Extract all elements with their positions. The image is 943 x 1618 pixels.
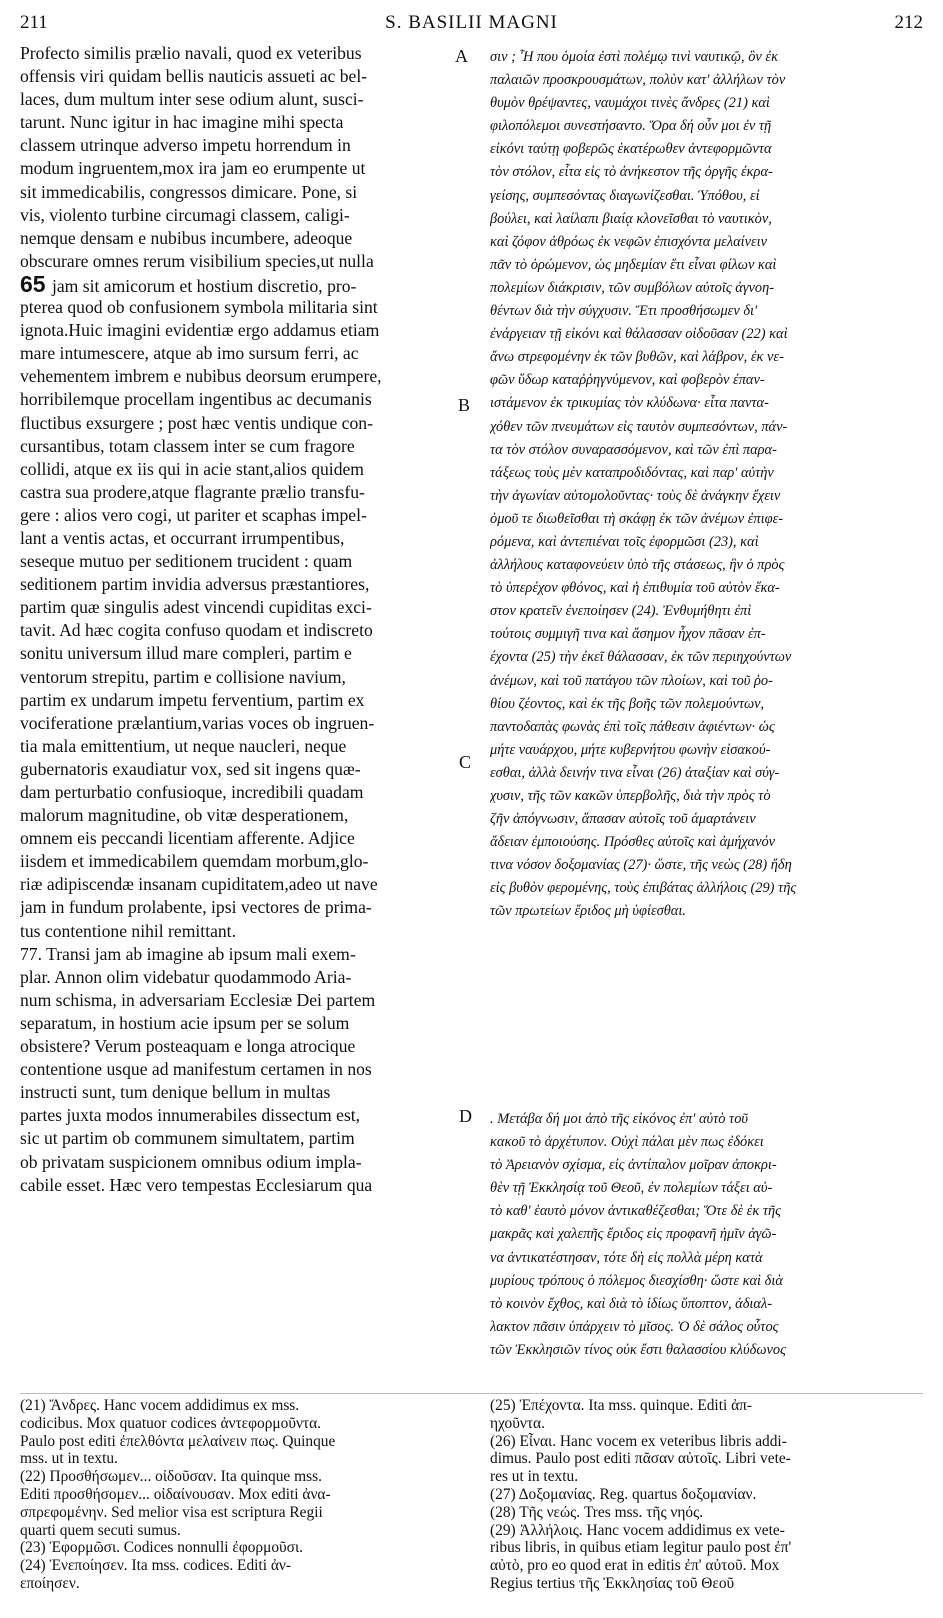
greek-text-line: θίου ζέοντος, καὶ ἐκ τῆς βοῆς τῶν πολεμούντων, (490, 695, 765, 712)
footnote-line: (27) Δοξομανίας. Reg. quartus δοξομανίαν. (490, 1485, 757, 1503)
greek-text-line: θυμὸν θρέψαντες, ναυμάχοι τινὲς ἄνδρες (21) καὶ (490, 95, 770, 112)
latin-text-line: malorum magnitudine, ob vitæ desperationem, (20, 805, 349, 826)
footnote-line: (25) Ἐπέχοντα. Ita mss. quinque. Editi ἀπ- (490, 1397, 753, 1414)
latin-text-line: gere : alios vero cogi, ut pariter et scaphas impel- (20, 504, 367, 525)
latin-text-line: laces, dum multum inter sese odium alunt, susci- (20, 89, 364, 110)
greek-text-line: κακοῦ τὸ ἀρχέτυπον. Οὐχὶ πάλαι μὲν πως ἐδόκει (490, 1134, 764, 1151)
latin-text-line: cabile esset. Hæc vero tempestas Ecclesiarum qua (20, 1174, 373, 1195)
footnote-line: (21) Ἄνδρες. Hanc vocem addidimus ex mss. (20, 1397, 300, 1414)
footnote-line: (29) Ἀλλήλοις. Hanc vocem addidimus ex vete- (490, 1521, 785, 1539)
greek-text-line: τῶν Ἐκκλησιῶν τίνος οὐκ ἔστι θαλασσίου κλύδωνος (490, 1341, 786, 1358)
latin-text-line: cursantibus, totam classem inter se cum fragore (20, 435, 355, 456)
greek-text-line: τὸ Ἀρειανὸν σχίσμα, εἰς ἀντίπαλον μοῖραν ἀποκρι- (490, 1157, 777, 1174)
greek-text-line: πολεμίων διάκρισιν, τῶν συμβόλων αὐτοῖς ἀγνοη- (490, 279, 775, 296)
latin-text-line: num schisma, in adversariam Ecclesiæ Dei partem (20, 989, 376, 1010)
greek-text-line: χόθεν τῶν πνευμάτων εἰς ταυτὸν συμπεσόντων, πάν- (490, 418, 788, 435)
greek-text-line: στον κρατεῖν ἐνεποίησεν (24). Ἐνθυμήθητι ἐπὶ (490, 603, 752, 620)
footnotes-left (20, 1397, 452, 1593)
latin-text-line: pterea quod ob confusionem symbola militaria sint (20, 297, 378, 318)
greek-text-line: τὸν στόλον, εἶτα εἰς τὸ ἀνήκεστον τῆς ὀργῆς ἐκρα- (490, 164, 773, 181)
footnote-line: (26) Εἶναι. Hanc vocem ex veteribus libris addi- (490, 1432, 787, 1450)
latin-text-line: sit immedicabilis, congressos dimicare. Pone, si (20, 181, 358, 202)
latin-text-line: sic ut partim ob communem simultatem, partim (20, 1128, 355, 1149)
greek-text-line: τάξεως τοὺς μὲν καταπροδιδόντας, καὶ παρ' αὐτὴν (490, 464, 774, 481)
section-number: 65 (20, 272, 52, 297)
latin-text-line: ventorum strepitu, partim e collisione navium, (20, 666, 346, 687)
greek-text-line: ιστάμενον ἐκ τρικυμίας τὸν κλύδωνα· εἶτα παντα- (490, 395, 769, 412)
footnote-line: (23) Ἐφορμῶσι. Codices nonnulli ἐφορμοῦσι. (20, 1539, 303, 1557)
footnotes-right (490, 1397, 920, 1593)
latin-text-line: seditionem partim invidia adversus præstantiores, (20, 574, 370, 595)
latin-column (20, 42, 452, 1197)
greek-text-line: ἄδειαν ἐμποιούσης. Πρόσθες αὐτοῖς καὶ ἀμήχανόν (490, 834, 776, 851)
latin-text-line: ob privatam suspicionem omnibus odium impla- (20, 1151, 362, 1172)
footnote-line: dimus. Paulo post editi πᾶσαν αὐτοῖς. Libri vete- (490, 1450, 791, 1468)
latin-text-line: separatum, in hostium acie ipsum per se solum (20, 1012, 350, 1033)
margin-letter-d: D (459, 1106, 472, 1126)
footnote-line: (24) Ἐνεποίησεν. Ita mss. codices. Editi ἀν- (20, 1557, 291, 1575)
latin-text-line: tia mala emittentium, ut neque naucleri, neque (20, 735, 347, 756)
footnote-line: (22) Προσθήσωμεν... οἰδοῦσαν. Ita quinque mss. (20, 1468, 322, 1486)
latin-text-line: classem utrinque adverso impetu horrendum in (20, 135, 351, 156)
latin-text-line: plar. Annon olim videbatur quodammodo Aria- (20, 966, 352, 987)
greek-text-line: καὶ ζόφον ἀθρόως ἐκ νεφῶν ἐπισχόντα μελαίνειν (490, 233, 768, 250)
greek-text-line: ὁμοῦ τε διωθεῖσθαι τὴ σκάφῃ ἐκ τῶν ἀνέμων ἐπιφε- (490, 510, 784, 527)
latin-text-line: partim quæ singulis adest vincendi cupiditas exci- (20, 597, 372, 618)
footnote-line: εποίησεν. (20, 1574, 80, 1592)
greek-text-line: εἰκόνι ταύτῃ φοβερῶς ἑκατέρωθεν ἀντεφορμῶντα (490, 141, 772, 158)
greek-text-line: πᾶν τὸ ὁρώμενον, ὡς μηδεμίαν ἔτι εἶναι φίλων καὶ (490, 256, 777, 273)
latin-text-line: riæ adipiscendæ insanam cupiditatem,adeo ut nave (20, 874, 378, 895)
greek-text-line: τὸ κοινὸν ἔχθος, καὶ διὰ τὸ ἰδίως ὕποπτον, ἀδιαλ- (490, 1295, 773, 1312)
latin-text-line: contentione usque ad manifestum certamen in nos (20, 1059, 372, 1080)
footnote-line: res ut in textu. (490, 1468, 579, 1486)
footnote-line: Regius tertius τῆς Ἐκκλησίας τοῦ Θεοῦ (490, 1574, 735, 1592)
greek-text-line: βούλει, καὶ λαίλαπι βιαίᾳ κλονεῖσθαι τὸ ναυτικὸν, (490, 210, 772, 227)
page-number-left: 211 (20, 12, 48, 33)
latin-text-line: tarunt. Nunc igitur in hac imagine mihi specta (20, 112, 344, 133)
greek-text-line: λακτον πᾶσιν ὑπάρχειν τὸ μῖσος. Ὁ δὲ σάλος οὗτος (490, 1318, 779, 1335)
greek-text-line: θέντων διὰ τὴν σύγχυσιν. Ἔτι προσθήσωμεν δι' (490, 303, 758, 320)
page-number-right: 212 (894, 12, 923, 33)
greek-text-line: μήτε ναυάρχου, μήτε κυβερνήτου φωνὴν εἰσακού- (490, 741, 771, 758)
greek-text-line: τούτοις συμμιγῆ τινα καὶ ἄσημον ἦχον πᾶσαν ἐπ- (490, 626, 766, 643)
greek-text-line: ἄνω στρεφομένην ἐκ τῶν βυθῶν, καὶ λάβρον, ἐκ νε- (490, 349, 784, 366)
footnote-line: ribus libris, in quibus etiam legitur paulo post ἐπ' (490, 1539, 792, 1557)
greek-text-line: παντοδαπὰς φωνὰς ἐπὶ τοῖς πάθεσιν ἀφιέντων· ὡς (490, 718, 775, 735)
greek-text-line: θὲν τῇ Ἐκκλησίᾳ τοῦ Θεοῦ, ἐν πολεμίων τάξει αὐ- (490, 1180, 773, 1197)
latin-text-line: tavit. Ad hæc cogita confuso quodam et indiscreto (20, 620, 373, 641)
latin-text-line: lant a ventis actas, et occurrant irrumpentibus, (20, 527, 345, 548)
greek-text-line: τῶν πρωτείων ἔριδος μὴ ὑφίεσθαι. (490, 903, 686, 920)
greek-text-line: τινα νόσον δοξομανίας (27)· ὥστε, τῆς νεὼς (28) ἤδη (490, 857, 792, 874)
latin-text-line: instructi sunt, tum denique bellum in multas (20, 1082, 331, 1103)
greek-text-line: να ἀντικατέστησαν, τότε δὴ εἰς πολλὰ μέρη κατὰ (490, 1249, 763, 1266)
latin-text-line: Profecto similis prælio navali, quod ex veteribus (20, 43, 362, 63)
greek-text-line: χυσιν, τῆς τῶν κακῶν ὑπερβολῆς, διὰ τὴν πρὸς τὸ (490, 788, 771, 804)
greek-text-line: τὴν ἀγωνίαν αὐτομολοῦντας· τοὺς δὲ ἀνάγκην ἔχειν (490, 487, 781, 504)
greek-text-line: τὸ καθ' ἑαυτὸ μόνον ἀντικαθέζεσθαι; Ὅτε δὲ ἐκ τῆς (490, 1203, 781, 1220)
latin-text-line: dam perturbatio confusioque, incredibili quadam (20, 782, 364, 802)
greek-text-line: φῶν ὕδωρ καταῤῥηγνύμενον, καὶ φοβερὸν ἐπαν- (490, 372, 765, 389)
greek-column (490, 46, 920, 924)
latin-text-line: horribilemque procellam ingentibus ac decumanis (20, 389, 372, 410)
latin-text-line: tus contentione nihil remittant. (20, 920, 236, 941)
latin-text-line: iisdem et immedicabilem quemdam morbum,glo- (20, 851, 369, 872)
margin-letter-c: C (459, 752, 472, 772)
footnote-line: Editi προσθήσομεν... οἰδαίνουσαν. Mox editi ἀνα- (20, 1485, 331, 1503)
greek-text-line: φιλοπόλεμοι συνεστήσαντο. Ὅρα δή οὖν μοι ἐν τῇ (490, 118, 772, 135)
latin-text-line: offensis viri quidam bellis nauticis assueti ac bel- (20, 66, 368, 87)
greek-text-line: τα τὸν στόλον συναρασσόμενον, καὶ τῶν ἐπὶ παρα- (490, 441, 777, 458)
latin-text-line: fluctibus exsurgere ; post hæc ventis undique con- (20, 412, 373, 433)
footnote-line: mss. ut in textu. (20, 1450, 118, 1468)
latin-text-line: seseque mutuo per seditionem trucident : quam (20, 551, 353, 572)
latin-text-line: nemque densam e nubibus incumbere, adeoque (20, 227, 353, 248)
greek-text-line: ζῆν ἀπόγνωσιν, ἅπασαν αὐτοῖς τοῦ ἁμαρτάνειν (490, 811, 756, 828)
latin-text-line: partim ex undarum impetu ferventium, partim ex (20, 689, 365, 710)
greek-text-line: τὸ ὑπερέχον φθόνος, καὶ ἡ ἐπιθυμία τοῦ αὐτὸν ἕκα- (490, 580, 780, 597)
greek-text-line: γείσης, συμπεσόντας διαγωνίζεσθαι. Ὑπόθου, εἰ (490, 187, 760, 204)
latin-text-line: 65 jam sit amicorum et hostium discretio, pro- (20, 272, 357, 297)
footnote-divider (20, 1393, 923, 1394)
latin-text-line: mare intumescere, atque ab imo sursum ferri, ac (20, 343, 359, 364)
greek-text-line: εἰς βυθὸν φερομένης, τοὺς ἐπιβάτας ἀλλήλοις (29) τῆς (490, 880, 797, 897)
greek-column-continued (490, 1108, 920, 1362)
footnote-line: quarti quem secuti sumus. (20, 1521, 181, 1539)
running-title: S. BASILII MAGNI (385, 12, 558, 33)
greek-text-line: εσθαι, ἀλλὰ δεινήν τινα εἶναι (26) ἀταξίαν καὶ σύγ- (490, 764, 780, 781)
latin-text-line: castra sua prodere,atque flagrante prælio transfu- (20, 481, 365, 502)
latin-text-line: partes juxta modos innumerabiles dissectum est, (20, 1105, 361, 1126)
greek-text-line: έχοντα (25) τὴν ἐκεῖ θάλασσαν, ἐκ τῶν περιηχούντων (490, 649, 792, 666)
latin-text-line: ignota.Huic imagini evidentiæ ergo addamus etiam (20, 320, 380, 341)
footnote-line: σπρεφομένην. Sed melior visa est scriptura Regii (20, 1503, 323, 1521)
margin-letter-a: A (455, 46, 468, 66)
greek-text-line: ἀλλήλους καταφονεύειν ὑπὸ τῆς στάσεως, ἣν ὁ πρὸς (490, 557, 785, 574)
greek-text-line: . Μετάβα δή μοι ἀπὸ τῆς εἰκόνος ἐπ' αὐτὸ τοῦ (490, 1111, 748, 1127)
greek-text-line: ρόμενα, καὶ ἀντεπιέναι τοῖς ἐφορμῶσι (23), καὶ (490, 533, 759, 550)
footnote-line: ηχοῦντα. (490, 1414, 545, 1432)
greek-text-line: ἀνέμων, καὶ τοῦ πατάγου τῶν πλοίων, καὶ τοῦ ῥο- (490, 672, 773, 689)
greek-text-line: παλαιῶν προσκρουσμάτων, πολὺν κατ' ἀλλήλων τὸν (490, 72, 786, 89)
latin-text-line: modum ingruentem,mox ira jam eo erumpente ut (20, 158, 366, 179)
greek-text-line: μακρᾶς καὶ χαλεπῆς ἔριδος εἰς προφανῆ ἡμῖν ἀγῶ- (490, 1226, 777, 1243)
greek-text-line: μυρίους τρόπους ὁ πόλεμος διεσχίσθη· ὥστε καὶ διὰ (490, 1272, 783, 1289)
latin-text-line: vociferatione prælantium,varias voces ob ingruen- (20, 712, 375, 733)
footnote-line: (28) Τῆς νεώς. Tres mss. τῆς νηός. (490, 1503, 704, 1521)
running-header (20, 12, 923, 36)
footnote-line: Paulo post editi ἐπελθόντα μελαίνειν πως. Quinque (20, 1432, 336, 1450)
margin-letter-b: B (458, 395, 471, 415)
greek-text-line: σιν ; Ἦ που ὁμοία ἐστὶ πολέμῳ τινὶ ναυτικῷ, ὃν ἐκ (490, 49, 778, 65)
footnote-line: αὐτὸ, pro eo quod erat in editis ἐπ' αὐτοῦ. Mox (490, 1557, 780, 1575)
latin-text-line: jam in fundum prolabente, ipsi vectores de prima- (20, 897, 372, 918)
latin-text-line: collidi, atque ex iis qui in acie stant,alios quidem (20, 458, 364, 479)
latin-text-line: sonitu universum illud mare compleri, partim e (20, 643, 352, 664)
latin-text-line: obscurare omnes rerum visibilium species,ut nulla (20, 250, 374, 271)
latin-text-line: vis, violento turbine circumagi classem, caligi- (20, 204, 350, 225)
greek-text-line: ἐνάργειαν τῇ εἰκόνι καὶ θάλασσαν οἰδοῦσαν (22) καὶ (490, 326, 788, 343)
latin-text-line: gubernatoris exaudiatur vox, sed sit ingens quæ- (20, 758, 361, 779)
latin-text-line: omnem eis peccandi licentiam afferente. Adjice (20, 828, 355, 849)
footnote-line: codicibus. Mox quatuor codices ἀντεφορμοῦντα. (20, 1414, 322, 1432)
latin-text-line: vehementem imbrem e nubibus deorsum erumpere, (20, 366, 382, 387)
latin-text-line: 77. Transi jam ab imagine ab ipsum mali exem- (20, 943, 356, 964)
latin-text-line: obsistere? Verum posteaquam e longa atrocique (20, 1036, 356, 1057)
